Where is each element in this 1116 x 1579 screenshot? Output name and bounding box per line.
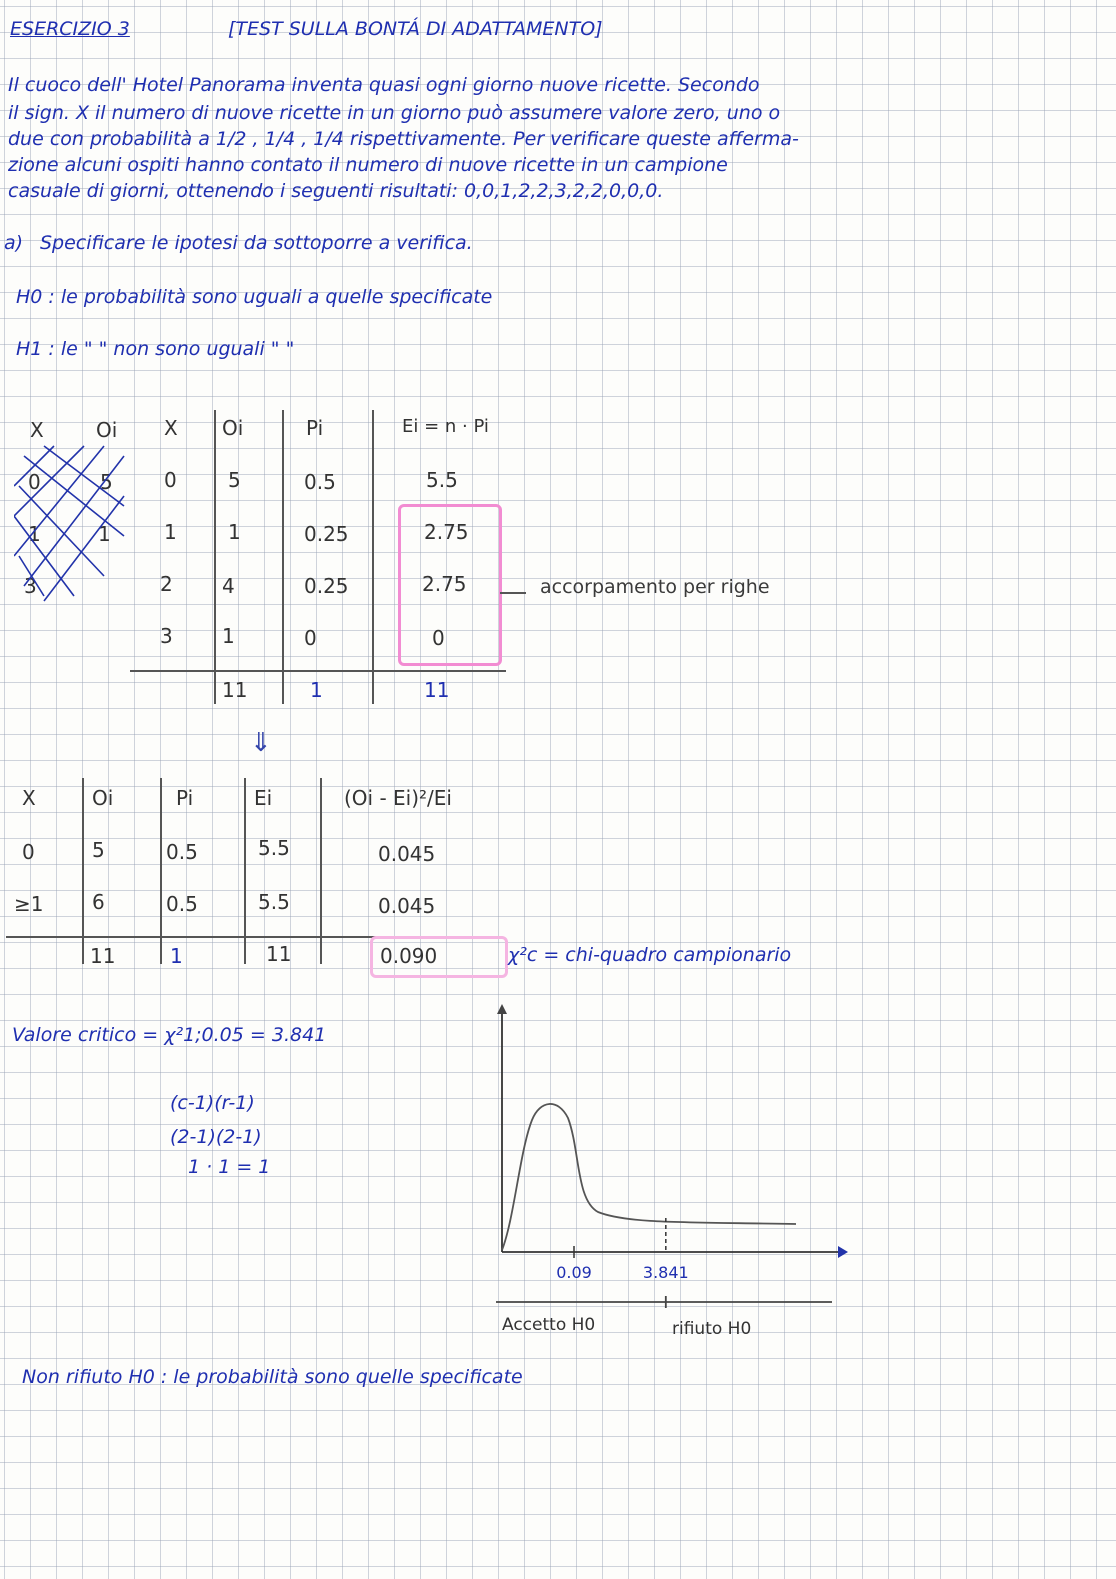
density-curve <box>502 1104 796 1250</box>
df-result: 1 · 1 = 1 <box>188 1156 271 1178</box>
table1-header: Oi <box>222 416 244 440</box>
problem-line-3: due con probabilità a 1/2 , 1/4 , 1/4 rispettivamente. Per verificare queste afferma- <box>8 128 799 150</box>
note-pointer <box>500 592 526 594</box>
table2-cell: 0.5 <box>166 892 198 916</box>
crossed-cell: 0 <box>28 470 41 494</box>
table2-cell: 0.5 <box>166 840 198 864</box>
table1-header: X <box>164 416 178 440</box>
table1-cell: 0 <box>432 626 445 650</box>
table2-cell: 0 <box>22 840 35 864</box>
table1-divider <box>372 410 374 704</box>
table1-total: 1 <box>310 678 323 702</box>
table2-total: 1 <box>170 944 183 968</box>
table1-cell: 0.25 <box>304 574 349 598</box>
table2-cell: 5.5 <box>258 890 290 914</box>
table1-cell: 0.5 <box>304 470 336 494</box>
table1-cell: 0 <box>164 468 177 492</box>
question-text: Specificare le ipotesi da sottoporre a verifica. <box>40 232 473 254</box>
table2-header: Ei <box>254 786 273 810</box>
crossed-cell: 1 <box>28 522 41 546</box>
problem-line-2: il sign. X il numero di nuove ricette in un giorno può assumere valore zero, uno o <box>8 102 781 124</box>
statistic-highlight <box>370 936 508 978</box>
conclusion: Non rifiuto H0 : le probabilità sono quelle specificate <box>22 1366 523 1388</box>
exercise-topic: [TEST SULLA BONTÁ DI ADATTAMENTO] <box>228 18 603 40</box>
table1-cell: 0 <box>304 626 317 650</box>
df-formula: (c-1)(r-1) <box>170 1092 255 1114</box>
problem-line-1: Il cuoco dell' Hotel Panorama inventa quasi ogni giorno nuove ricette. Secondo <box>8 74 760 96</box>
table1-cell: 2.75 <box>424 520 469 544</box>
table2-cell: 5.5 <box>258 836 290 860</box>
table1-cell: 0.25 <box>304 522 349 546</box>
x-axis-arrow-icon <box>838 1246 848 1258</box>
statistic-tick-label: 0.09 <box>556 1263 592 1282</box>
critical-value: Valore critico = χ²1;0.05 = 3.841 <box>12 1024 327 1046</box>
table2-cell: 0.045 <box>378 842 436 866</box>
crossout-hatch <box>14 436 134 606</box>
table2-cell: ≥1 <box>14 892 44 916</box>
hypothesis-h0: H0 : le probabilità sono uguali a quelle specificate <box>16 286 493 308</box>
accept-region-label: Accetto H0 <box>502 1315 596 1335</box>
crossed-cell: 5 <box>100 470 113 494</box>
table2-header: Pi <box>176 786 194 810</box>
table1-cell: 1 <box>222 624 235 648</box>
merge-note: accorpamento per righe <box>540 576 770 598</box>
table2-cell: 0.045 <box>378 894 436 918</box>
question-marker: a) <box>4 232 24 254</box>
arrow-down-icon: ⇓ <box>250 728 272 758</box>
merge-highlight <box>398 504 502 666</box>
table1-header: Ei = n · Pi <box>402 416 489 437</box>
hypothesis-h1: H1 : le " " non sono uguali " " <box>16 338 295 360</box>
crossed-cell: 3 <box>24 574 37 598</box>
table2-header: (Oi - Ei)²/Ei <box>344 786 452 810</box>
table1-cell: 2.75 <box>422 572 467 596</box>
chi-square-statistic: 0.090 <box>380 944 438 968</box>
table1-total: 11 <box>222 678 248 702</box>
problem-line-5: casuale di giorni, ottenendo i seguenti risultati: 0,0,1,2,2,3,2,2,0,0,0. <box>8 180 664 202</box>
table2-cell: 6 <box>92 890 105 914</box>
table2-header: Oi <box>92 786 114 810</box>
table1-total-rule <box>130 670 506 672</box>
y-axis-arrow-icon <box>497 1004 507 1014</box>
table1-cell: 5 <box>228 468 241 492</box>
table1-cell: 1 <box>164 520 177 544</box>
statistic-note: χ²c = chi-quadro campionario <box>508 944 792 966</box>
exercise-title: ESERCIZIO 3 <box>10 18 130 40</box>
critical-tick-label: 3.841 <box>642 1263 689 1282</box>
chi-square-sketch <box>488 1000 848 1344</box>
table1-divider <box>282 410 284 704</box>
table1-cell: 1 <box>228 520 241 544</box>
table1-cell: 3 <box>160 624 173 648</box>
table1-cell: 4 <box>222 574 235 598</box>
table2-total: 11 <box>266 942 292 966</box>
table1-total: 11 <box>424 678 450 702</box>
df-substitution: (2-1)(2-1) <box>170 1126 262 1148</box>
crossed-header-o: Oi <box>96 418 118 442</box>
table2-total: 11 <box>90 944 116 968</box>
table1-header: Pi <box>306 416 324 440</box>
table2-cell: 5 <box>92 838 105 862</box>
crossed-cell: 1 <box>98 522 111 546</box>
table2-header: X <box>22 786 36 810</box>
table1-cell: 5.5 <box>426 468 458 492</box>
crossed-header-x: X <box>30 418 44 442</box>
reject-region-label: rifiuto H0 <box>672 1319 752 1339</box>
problem-line-4: zione alcuni ospiti hanno contato il numero di nuove ricette in un campione <box>8 154 728 176</box>
table1-divider <box>214 410 216 704</box>
table1-cell: 2 <box>160 572 173 596</box>
